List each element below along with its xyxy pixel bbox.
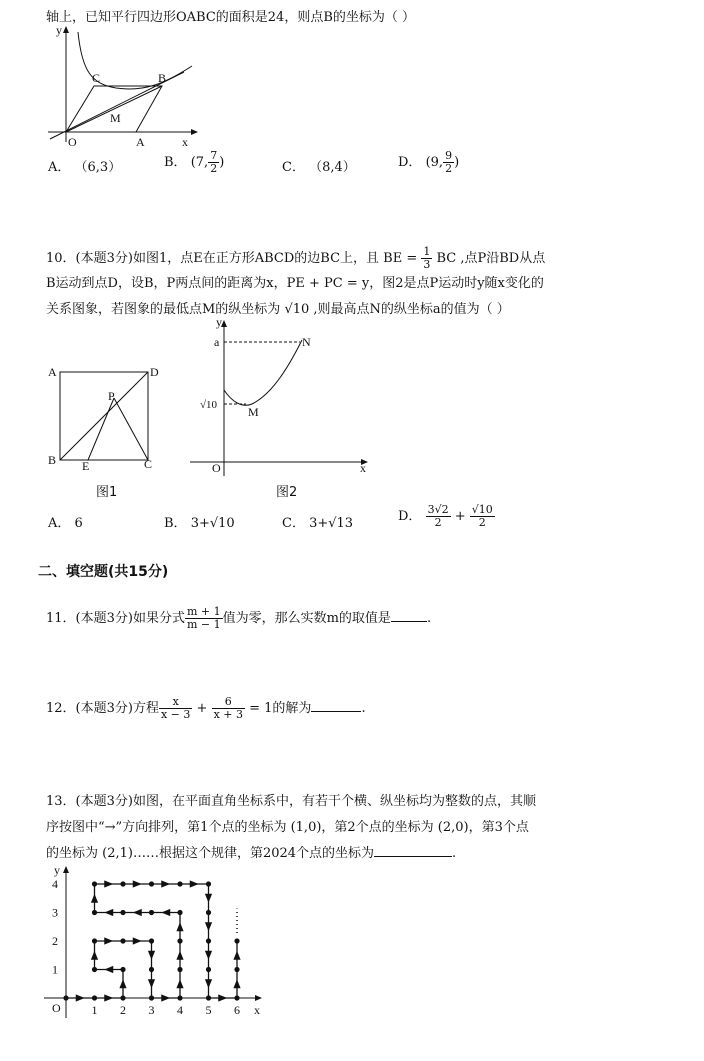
lattice-point — [92, 910, 97, 915]
q13-figure — [40, 864, 270, 1024]
q9-option-b: B． (7, $\frac{7}{2}$ ) — [164, 149, 225, 175]
y-tick-label: 1 — [52, 962, 58, 977]
axis-label-y: y — [54, 863, 60, 877]
arrow-icon — [104, 966, 113, 973]
arrow-icon — [104, 937, 113, 944]
arrow-icon — [205, 894, 212, 903]
q13-answer-blank[interactable] — [374, 844, 452, 857]
lattice-point — [177, 967, 182, 972]
arrow-icon — [205, 979, 212, 988]
lattice-point — [120, 995, 125, 1000]
x-tick-label: 1 — [91, 1003, 98, 1017]
arrow-icon — [76, 994, 85, 1001]
axis-label-O: O — [52, 1001, 61, 1015]
arrow-icon — [119, 979, 126, 988]
q11: 11．(本题3分)如果分式 $\frac{m + 1}{m - 1}$ 值为零，那么实数m的取值是 . — [46, 605, 432, 631]
lattice-point — [120, 910, 125, 915]
x-tick-label: 2 — [120, 1003, 126, 1017]
q13-line2: 序按图中“→”方向排列，第1个点的坐标为 (1,0)，第2个点的坐标为 (2,0)，第3个点 — [46, 820, 529, 835]
arrow-icon — [91, 951, 98, 960]
lattice-point — [177, 938, 182, 943]
x-tick-label: 4 — [177, 1003, 183, 1017]
lattice-point — [120, 967, 125, 972]
q9-label-C: C — [92, 71, 101, 85]
y-axis-arrow — [63, 866, 69, 873]
q9-label-y: y — [56, 23, 62, 37]
lattice-point — [120, 938, 125, 943]
lattice-point — [234, 967, 239, 972]
arrow-icon — [190, 880, 199, 887]
fig1-label-P: P — [108, 389, 115, 403]
q10-figure2 — [188, 316, 378, 506]
q9-figure — [44, 22, 204, 152]
arrow-icon — [104, 994, 113, 1001]
lattice-point — [149, 938, 154, 943]
x-tick-label: 6 — [234, 1003, 240, 1017]
lattice-point — [92, 995, 97, 1000]
lattice-point — [149, 967, 154, 972]
q10-line3: 关系图象，若图象的最低点M的纵坐标为 √10 ,则最高点N的纵坐标a的值为（ ） — [46, 302, 510, 317]
arrow-icon — [161, 994, 170, 1001]
fig2-label-y: y — [216, 315, 222, 329]
q10-option-a: A． 6 — [48, 516, 83, 531]
q9-label-x: x — [182, 135, 188, 149]
arrow-icon — [91, 894, 98, 903]
q10-line2: B运动到点D，设B，P两点间的距离为x，PE + PC = y，图2是点P运动时y随x变化的 — [46, 276, 544, 291]
lattice-point — [120, 881, 125, 886]
q11-answer-blank[interactable] — [391, 609, 427, 622]
arrow-icon — [133, 880, 142, 887]
arrow-icon — [176, 951, 183, 960]
arrow-icon — [161, 909, 170, 916]
arrow-icon — [104, 880, 113, 887]
fig2-label-a: a — [214, 335, 220, 349]
q10-option-c: C． 3+√13 — [282, 516, 354, 531]
q9-label-M: M — [110, 111, 121, 125]
arrow-icon — [161, 880, 170, 887]
lattice-point — [63, 995, 68, 1000]
lattice-point — [206, 995, 211, 1000]
q9-label-O: O — [68, 135, 77, 149]
fig1-caption: 图1 — [96, 485, 118, 500]
x-axis-arrow — [255, 995, 262, 1001]
lattice-point — [92, 881, 97, 886]
arrow-icon — [176, 979, 183, 988]
q9-label-B: B — [158, 71, 167, 85]
section-heading: 二、填空题(共15分) — [38, 564, 169, 580]
q13-line3: 的坐标为 (2,1)……根据这个规律，第2024个点的坐标为 . — [46, 846, 457, 861]
arrow-icon — [205, 951, 212, 960]
arrow-icon — [133, 937, 142, 944]
lattice-point — [177, 995, 182, 1000]
x-tick-label: 5 — [205, 1003, 212, 1017]
q10-option-d: D． $\frac{3√2}{2}$ + $\frac{√10}{2}$ — [398, 503, 493, 529]
arrow-icon — [133, 909, 142, 916]
fig1-label-A: A — [48, 365, 57, 379]
fig2-label-sqrt10: √10 — [200, 399, 218, 411]
lattice-point — [234, 995, 239, 1000]
fig2-label-M: M — [248, 405, 259, 419]
fig1-label-D: D — [150, 365, 159, 379]
axis-label-x: x — [254, 1003, 260, 1017]
fig2-label-x: x — [360, 461, 366, 475]
arrow-icon — [205, 922, 212, 931]
arrow-icon — [176, 922, 183, 931]
lattice-point — [234, 938, 239, 943]
lattice-point — [206, 967, 211, 972]
x-tick-label: 3 — [148, 1003, 155, 1017]
y-tick-label: 3 — [52, 905, 58, 920]
fig1-label-C: C — [144, 457, 153, 471]
fig2-label-N: N — [302, 335, 311, 349]
q9-option-d: D． (9, $\frac{9}{2}$ ) — [398, 149, 460, 175]
lattice-point — [206, 910, 211, 915]
lattice-point — [149, 910, 154, 915]
fig2-caption: 图2 — [276, 485, 298, 500]
fig2-label-O: O — [212, 461, 221, 475]
fig1-label-B: B — [48, 453, 57, 467]
y-tick-label: 4 — [52, 877, 58, 891]
q12-answer-blank[interactable] — [311, 699, 361, 712]
lattice-point — [206, 938, 211, 943]
q9-stem: 轴上，已知平行四边形OABC的面积是24，则点B的坐标为（ ） — [46, 10, 416, 25]
arrow-icon — [104, 909, 113, 916]
fig1-label-E: E — [82, 459, 90, 473]
q10-line1: 10．(本题3分)如图1，点E在正方形ABCD的边BC上，且 BE = $\frac{1}{3}$ BC ,点P沿BD从点 — [46, 245, 546, 271]
lattice-point — [92, 938, 97, 943]
q13-line1: 13．(本题3分)如图，在平面直角坐标系中，有若干个横、纵坐标均为整数的点，其顺 — [46, 794, 536, 809]
q10-option-b: B． 3+√10 — [164, 516, 235, 531]
lattice-point — [92, 967, 97, 972]
lattice-point — [149, 881, 154, 886]
lattice-point — [177, 881, 182, 886]
q10-figure1 — [44, 360, 174, 505]
q12: 12．(本题3分)方程 $\frac{x}{x - 3}$ + $\frac{6}{x + 3}$ = 1的解为 . — [46, 695, 366, 721]
arrow-icon — [148, 951, 155, 960]
q9-option-a: A． （6,3） — [48, 160, 122, 175]
arrow-icon — [218, 994, 227, 1001]
lattice-point — [177, 910, 182, 915]
q9-option-c: C． （8,4） — [282, 160, 356, 175]
y-tick-label: 2 — [52, 934, 58, 948]
arrow-icon — [148, 979, 155, 988]
lattice-point — [149, 995, 154, 1000]
q9-label-A: A — [136, 135, 145, 149]
arrow-icon — [233, 979, 240, 988]
lattice-point — [206, 881, 211, 886]
arrow-icon — [233, 951, 240, 960]
